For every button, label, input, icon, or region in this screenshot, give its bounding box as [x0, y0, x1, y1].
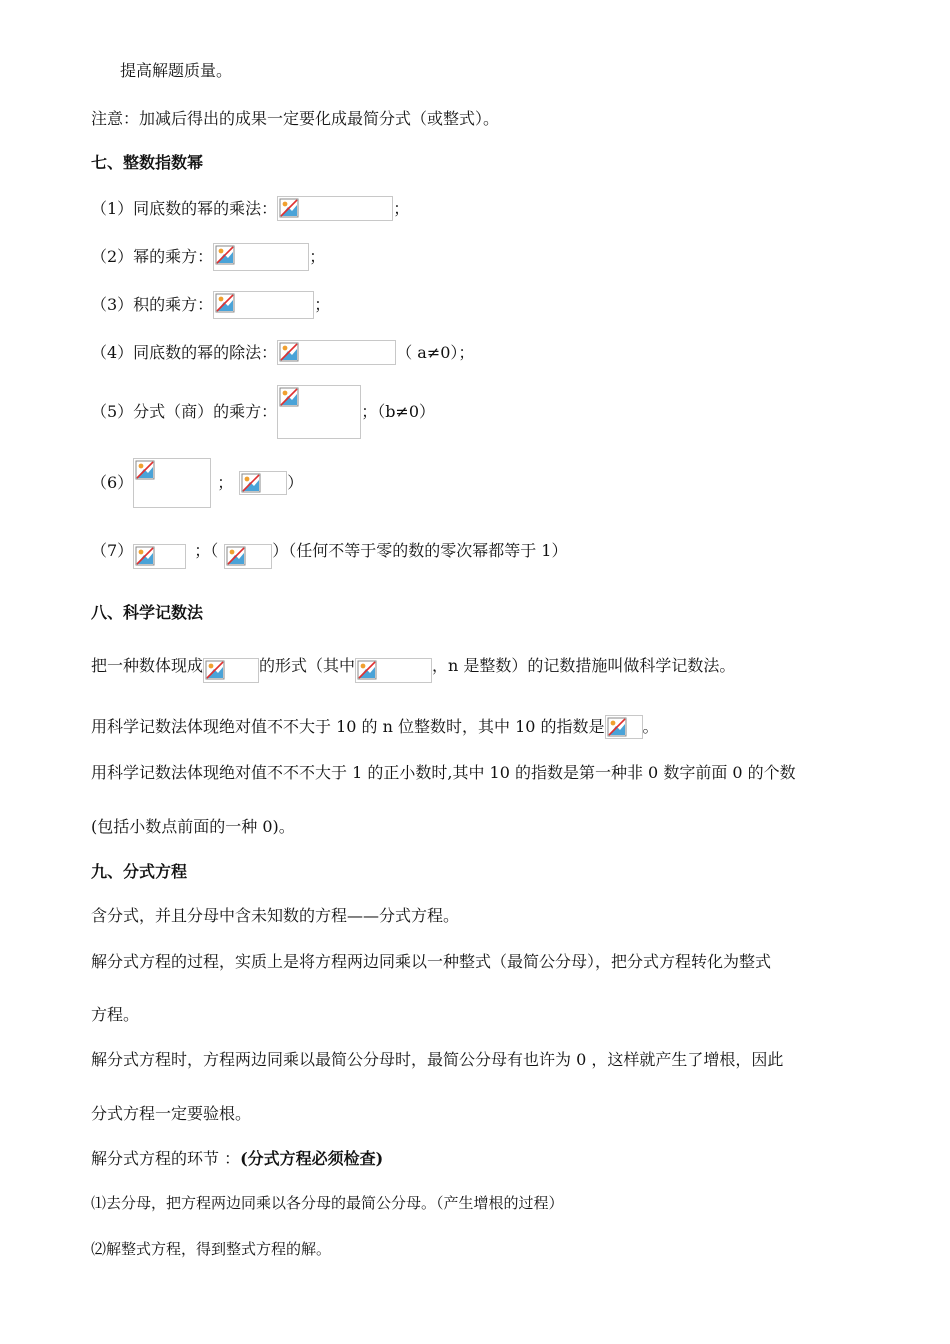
section-9-paragraph-2a: 解分式方程的过程，实质上是将方程两边同乘以一种整式（最简公分母），把分式方程转化为整式: [91, 952, 772, 971]
broken-image-icon: [607, 717, 627, 737]
section-8-paragraph-3: 用科学记数法体现绝对值不不不大于 1 的正小数时,其中 10 的指数是第一种非 0 数字前面 0 的个数: [91, 763, 796, 782]
broken-image-icon: [279, 342, 299, 362]
rule-6: [91, 457, 303, 508]
p1-text-a: 把一种数体现成: [91, 655, 204, 675]
section-8-paragraph-1: [91, 648, 735, 683]
section-9-paragraph-3a: 解分式方程时，方程两边同乘以最简公分母时，最简公分母有也许为 0 ，这样就产生了增根，因此: [91, 1050, 784, 1069]
rule-7-mid: ；（: [194, 540, 219, 560]
section-8-paragraph-2: [91, 715, 659, 739]
rule-5: [91, 384, 435, 439]
section-8-paragraph-4: (包括小数点前面的一种 0)。: [91, 817, 295, 836]
p2-text-b: 。: [642, 717, 659, 736]
rule-3-suffix: ；: [314, 295, 331, 314]
section-9-heading: 九、分式方程: [91, 862, 188, 881]
formula-image-placeholder: [133, 544, 186, 569]
rule-1-label: （1）同底数的幂的乘法：: [91, 198, 278, 218]
broken-image-icon: [135, 460, 155, 480]
rule-3: [91, 291, 330, 319]
broken-image-icon: [215, 293, 235, 313]
rule-1-suffix: ；: [393, 198, 410, 218]
rule-7-label: （7）: [91, 540, 134, 560]
broken-image-icon: [215, 245, 235, 265]
rule-6-label: （6）: [91, 472, 134, 492]
step-1: ⑴去分母，把方程两边同乘以各分母的最简公分母。（产生增根的过程）: [91, 1194, 564, 1212]
section-7-heading: 七、整数指数幂: [91, 153, 204, 172]
formula-image-placeholder: [355, 658, 432, 683]
formula-image-placeholder: [224, 544, 272, 569]
rule-4-suffix: （ a≠0）；: [396, 342, 475, 362]
broken-image-icon: [279, 198, 299, 218]
section-9-paragraph-3b: 分式方程一定要验根。: [91, 1104, 252, 1123]
rule-2-label: （2）幂的乘方：: [91, 247, 214, 266]
section-9-paragraph-2b: 方程。: [91, 1005, 140, 1024]
rule-7: [91, 532, 567, 569]
p1-text-b: 的形式（其中: [259, 655, 356, 675]
formula-image-placeholder: [277, 385, 361, 439]
broken-image-icon: [241, 473, 261, 493]
broken-image-icon: [205, 660, 225, 680]
formula-image-placeholder: [605, 715, 643, 739]
formula-image-placeholder: [203, 658, 259, 683]
p1-text-c: ，n 是整数）的记数措施叫做科学记数法。: [432, 655, 736, 675]
broken-image-icon: [226, 546, 246, 566]
steps-line: [91, 1148, 383, 1170]
formula-image-placeholder: [213, 291, 314, 319]
formula-image-placeholder: [277, 196, 393, 221]
rule-2: [91, 243, 325, 271]
formula-image-placeholder: [239, 471, 287, 495]
intro-line: 提高解题质量。: [120, 61, 233, 80]
rule-5-suffix: ；（b≠0）: [361, 401, 436, 421]
rule-1: [91, 196, 409, 221]
formula-image-placeholder: [213, 243, 309, 271]
broken-image-icon: [135, 546, 155, 566]
rule-4-label: （4）同底数的幂的除法：: [91, 342, 278, 362]
p2-text-a: 用科学记数法体现绝对值不不大于 10 的 n 位整数时，其中 10 的指数是: [91, 717, 605, 736]
rule-7-suffix: ）（任何不等于零的数的零次幂都等于 1）: [272, 540, 568, 560]
rule-6-suffix: ）: [287, 472, 304, 492]
section-8-heading: 八、科学记数法: [91, 603, 204, 622]
rule-2-suffix: ；: [309, 247, 326, 266]
note-text: 注意：加减后得出的成果一定要化成最简分式（或整式）。: [91, 109, 500, 128]
rule-3-label: （3）积的乘方：: [91, 295, 214, 314]
formula-image-placeholder: [133, 458, 211, 508]
rule-4: [91, 340, 474, 365]
steps-bold-note: (分式方程必须检查): [240, 1149, 384, 1168]
broken-image-icon: [357, 660, 377, 680]
section-9-paragraph-1: 含分式，并且分母中含未知数的方程——分式方程。: [91, 906, 460, 925]
step-2: ⑵解整式方程，得到整式方程的解。: [91, 1240, 332, 1258]
formula-image-placeholder: [277, 340, 396, 365]
rule-6-mid: ；: [217, 472, 234, 492]
broken-image-icon: [279, 387, 299, 407]
steps-label: 解分式方程的环节 ：: [91, 1149, 241, 1168]
rule-5-label: （5）分式（商）的乘方：: [91, 401, 278, 421]
